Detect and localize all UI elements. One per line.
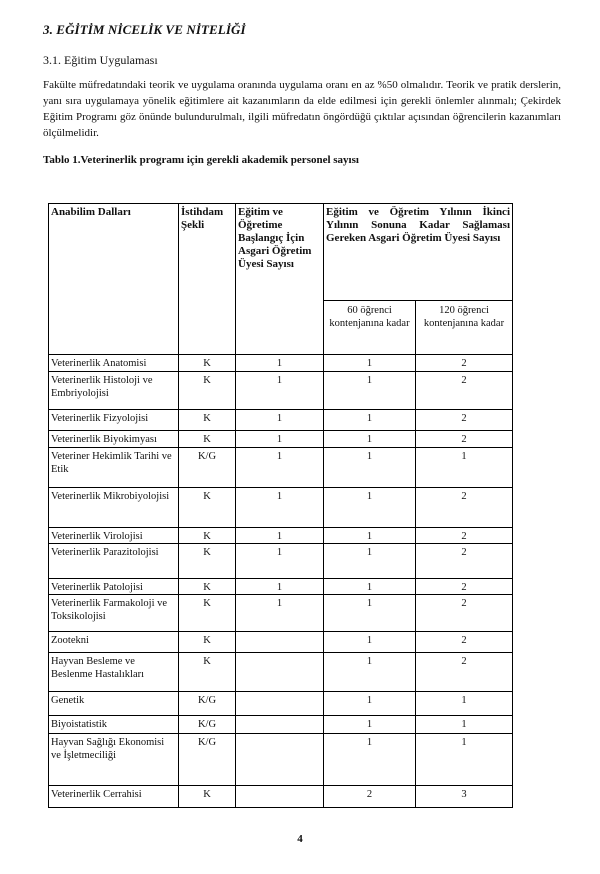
department-cell: Veterinerlik Mikrobiyolojisi	[49, 488, 179, 528]
quota-60-cell: 1	[324, 579, 416, 595]
header-quota-60: 60 öğrenci kontenjanına kadar	[324, 301, 416, 355]
department-cell: Veterinerlik Virolojisi	[49, 528, 179, 544]
quota-60-cell: 1	[324, 734, 416, 786]
header-minimum-start: Eğitim ve Öğretime Başlangıç İçin Asgari Öğretim Üyesi Sayısı	[236, 204, 324, 355]
department-cell: Hayvan Sağlığı Ekonomisi ve İşletmeciliği	[49, 734, 179, 786]
header-second-year: Eğitim ve Öğretim Yılının İkinci Yılının Sonuna Kadar Sağlaması Gereken Asgari Öğretim Üyesi Sayısı	[324, 204, 513, 301]
table-row	[49, 431, 513, 448]
minimum-start-cell: 1	[236, 528, 324, 544]
page-number: 4	[297, 833, 303, 845]
table-row	[49, 448, 513, 488]
minimum-start-cell: 1	[236, 579, 324, 595]
quota-60-cell: 1	[324, 716, 416, 734]
quota-60-cell: 1	[324, 355, 416, 372]
quota-120-cell: 2	[416, 355, 513, 372]
table-row	[49, 355, 513, 372]
table-row	[49, 410, 513, 431]
department-cell: Veterinerlik Fizyolojisi	[49, 410, 179, 431]
minimum-start-cell: 1	[236, 431, 324, 448]
minimum-start-cell	[236, 692, 324, 716]
department-cell: Veterinerlik Anatomisi	[49, 355, 179, 372]
department-cell: Genetik	[49, 692, 179, 716]
employment-type-cell: K	[179, 544, 236, 579]
minimum-start-cell: 1	[236, 595, 324, 632]
department-cell: Biyoistatistik	[49, 716, 179, 734]
department-cell: Veterinerlik Histoloji ve Embriyolojisi	[49, 372, 179, 410]
header-department: Anabilim Dalları	[49, 204, 179, 355]
quota-60-cell: 1	[324, 692, 416, 716]
minimum-start-cell	[236, 653, 324, 692]
minimum-start-cell: 1	[236, 355, 324, 372]
employment-type-cell: K/G	[179, 692, 236, 716]
table-row	[49, 544, 513, 579]
quota-60-cell: 1	[324, 653, 416, 692]
quota-60-cell: 2	[324, 786, 416, 808]
quota-60-cell: 1	[324, 431, 416, 448]
employment-type-cell: K	[179, 595, 236, 632]
quota-60-cell: 1	[324, 632, 416, 653]
quota-120-cell: 2	[416, 372, 513, 410]
department-cell: Veterinerlik Farmakoloji ve Toksikolojisi	[49, 595, 179, 632]
employment-type-cell: K	[179, 579, 236, 595]
table-row	[49, 528, 513, 544]
personnel-table	[48, 203, 513, 808]
quota-60-cell: 1	[324, 544, 416, 579]
quota-120-cell: 1	[416, 734, 513, 786]
header-quota-120: 120 öğrenci kontenjanına kadar	[416, 301, 513, 355]
section-heading: 3. EĞİTİM NİCELİK VE NİTELİĞİ	[43, 22, 246, 37]
department-cell: Hayvan Besleme ve Beslenme Hastalıkları	[49, 653, 179, 692]
quota-120-cell: 2	[416, 528, 513, 544]
department-cell: Veteriner Hekimlik Tarihi ve Etik	[49, 448, 179, 488]
minimum-start-cell	[236, 716, 324, 734]
table-row	[49, 734, 513, 786]
table-header-row	[49, 204, 513, 301]
table-row	[49, 653, 513, 692]
minimum-start-cell: 1	[236, 372, 324, 410]
quota-120-cell: 1	[416, 692, 513, 716]
employment-type-cell: K	[179, 528, 236, 544]
employment-type-cell: K/G	[179, 448, 236, 488]
table-row	[49, 716, 513, 734]
minimum-start-cell	[236, 786, 324, 808]
quota-120-cell: 3	[416, 786, 513, 808]
minimum-start-cell	[236, 632, 324, 653]
minimum-start-cell: 1	[236, 544, 324, 579]
department-cell: Veterinerlik Parazitolojisi	[49, 544, 179, 579]
quota-120-cell: 2	[416, 544, 513, 579]
employment-type-cell: K	[179, 355, 236, 372]
table-row	[49, 632, 513, 653]
quota-120-cell: 2	[416, 579, 513, 595]
quota-120-cell: 2	[416, 410, 513, 431]
table-row	[49, 579, 513, 595]
quota-120-cell: 2	[416, 488, 513, 528]
department-cell: Veterinerlik Patolojisi	[49, 579, 179, 595]
quota-60-cell: 1	[324, 448, 416, 488]
quota-60-cell: 1	[324, 372, 416, 410]
quota-120-cell: 2	[416, 632, 513, 653]
body-paragraph: Fakülte müfredatındaki teorik ve uygulama oranında uygulama oranı en az %50 olmalıdır. Teorik ve pratik derslerin, yanı sıra uygulamaya yönelik eğitimlere ait kazanımların da elde edilmesi için gerekli önlemler alınmalı; Çekirdek Eğitim Programı göz önünde bulundurulmalı, ilgili müfredatın öngördüğü çıktılar açısından öğrencilerin kazanımları ölçülmelidir.	[43, 79, 561, 139]
employment-type-cell: K	[179, 786, 236, 808]
header-employment: İstihdam Şekli	[179, 204, 236, 355]
department-cell: Zootekni	[49, 632, 179, 653]
employment-type-cell: K	[179, 632, 236, 653]
department-cell: Veterinerlik Biyokimyası	[49, 431, 179, 448]
table-row	[49, 372, 513, 410]
department-cell: Veterinerlik Cerrahisi	[49, 786, 179, 808]
quota-120-cell: 2	[416, 431, 513, 448]
quota-60-cell: 1	[324, 528, 416, 544]
employment-type-cell: K	[179, 653, 236, 692]
table-caption: Tablo 1.Veterinerlik programı için gerekli akademik personel sayısı	[43, 154, 359, 166]
minimum-start-cell: 1	[236, 410, 324, 431]
minimum-start-cell: 1	[236, 448, 324, 488]
quota-60-cell: 1	[324, 410, 416, 431]
employment-type-cell: K/G	[179, 734, 236, 786]
minimum-start-cell: 1	[236, 488, 324, 528]
quota-60-cell: 1	[324, 595, 416, 632]
employment-type-cell: K	[179, 372, 236, 410]
table-row	[49, 595, 513, 632]
quota-60-cell: 1	[324, 488, 416, 528]
employment-type-cell: K/G	[179, 716, 236, 734]
minimum-start-cell	[236, 734, 324, 786]
employment-type-cell: K	[179, 488, 236, 528]
table-row	[49, 692, 513, 716]
quota-120-cell: 2	[416, 595, 513, 632]
table-row	[49, 488, 513, 528]
employment-type-cell: K	[179, 431, 236, 448]
quota-120-cell: 2	[416, 653, 513, 692]
quota-120-cell: 1	[416, 716, 513, 734]
employment-type-cell: K	[179, 410, 236, 431]
table-row	[49, 786, 513, 808]
quota-120-cell: 1	[416, 448, 513, 488]
subsection-heading: 3.1. Eğitim Uygulaması	[43, 53, 158, 67]
